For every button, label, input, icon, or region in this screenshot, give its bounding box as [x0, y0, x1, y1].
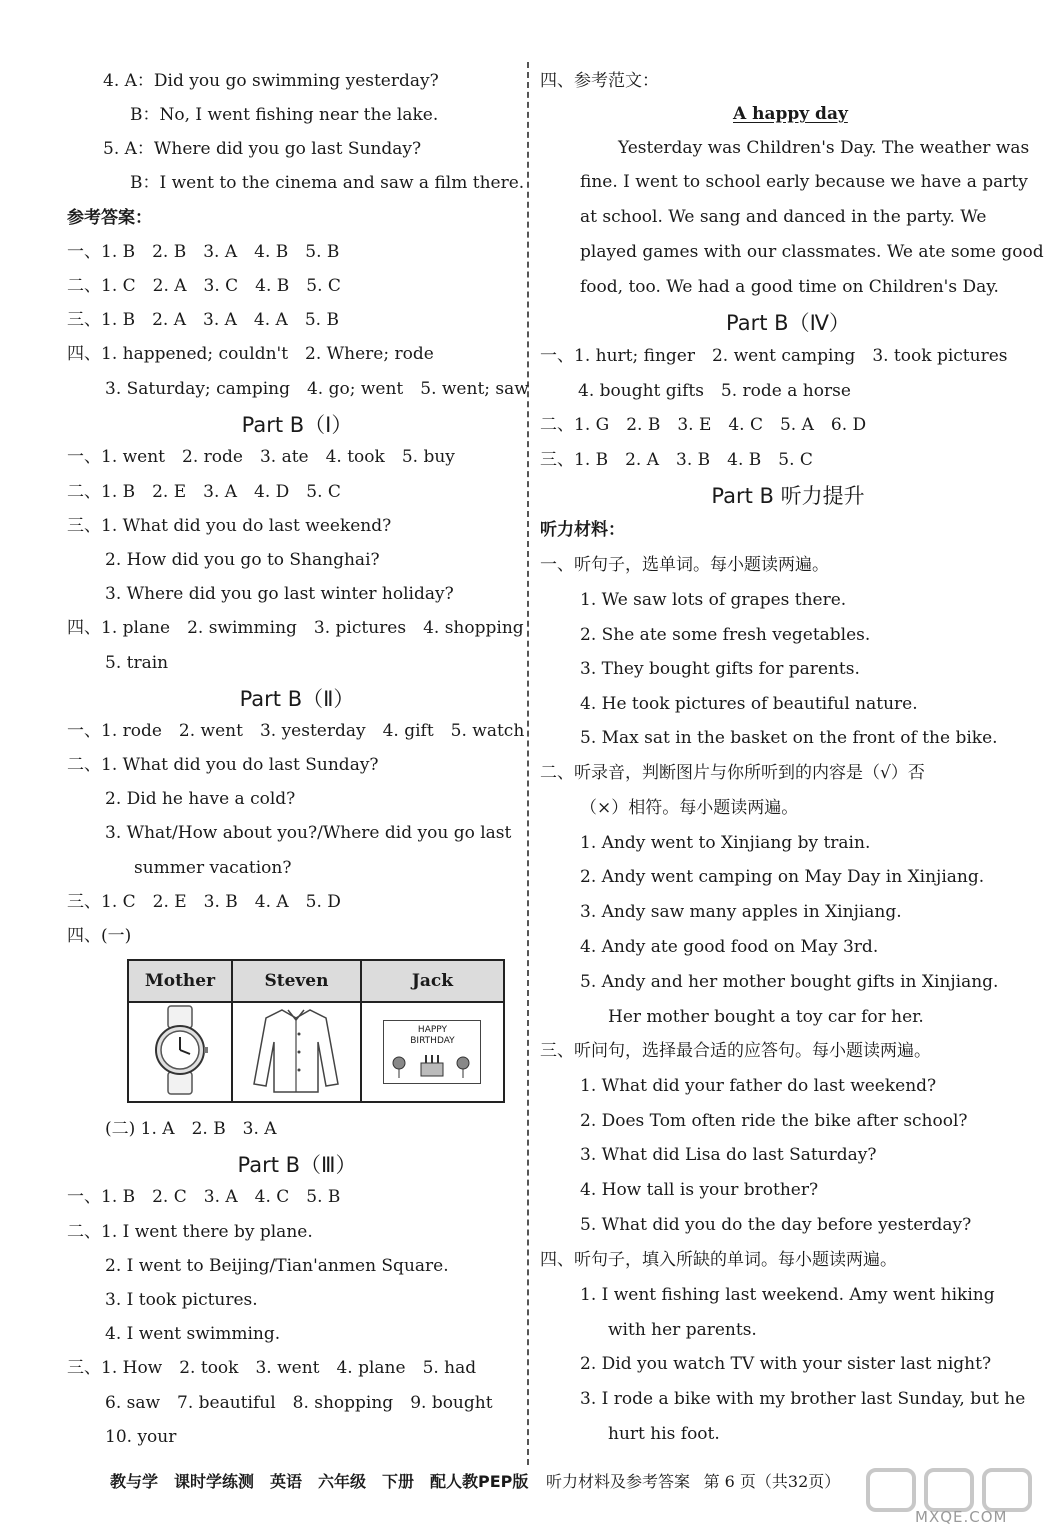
answer-line: 一、1. hurt; finger 2. went camping 3. took pictures	[540, 346, 1008, 366]
gift-table	[127, 959, 505, 1103]
dialog-line: 4. A：Did you go swimming yesterday?	[103, 71, 439, 91]
page-footer	[110, 1467, 840, 1497]
dialog-line: B：No, I went fishing near the lake.	[130, 105, 439, 125]
answer-line: 四、1. plane 2. swimming 3. pictures 4. shopping	[67, 618, 524, 638]
table-header-mother: Mother	[128, 960, 232, 1002]
listening-line: Her mother bought a toy car for her.	[608, 1007, 924, 1027]
answer-line: 一、1. B 2. C 3. A 4. C 5. B	[67, 1187, 341, 1207]
essay-line: at school. We sang and danced in the party. We	[580, 207, 987, 227]
card-cell	[361, 1002, 504, 1102]
answer-line: 四、(一)	[67, 926, 132, 946]
listening-line: 3. Andy saw many apples in Xinjiang.	[580, 902, 902, 922]
card-text-happy: HAPPY	[417, 1025, 448, 1035]
dialog-line: 5. A：Where did you go last Sunday?	[103, 139, 422, 159]
answer-line: 5. train	[105, 653, 169, 673]
answer-line: 6. saw 7. beautiful 8. shopping 9. bought	[105, 1393, 493, 1413]
listening-title: Part B 听力提升	[711, 484, 865, 508]
listening-heading-cont: （×）相符。每小题读两遍。	[580, 798, 799, 818]
answer-line: 三、1. B 2. A 3. A 4. A 5. B	[67, 310, 339, 330]
listening-line: 2. Did you watch TV with your sister last night?	[580, 1354, 992, 1374]
answer-line: 二、1. What did you do last Sunday?	[67, 755, 379, 775]
answer-line: 三、1. B 2. A 3. B 4. B 5. C	[540, 450, 813, 470]
answer-line: 10. your	[105, 1427, 177, 1447]
part-b-2-title: Part B（Ⅱ）	[239, 687, 355, 711]
answer-line: 三、1. How 2. took 3. went 4. plane 5. had	[67, 1358, 477, 1378]
table-header-jack: Jack	[361, 960, 504, 1002]
listening-line: 2. Andy went camping on May Day in Xinjiang.	[580, 867, 985, 887]
answer-line: 二、1. I went there by plane.	[67, 1222, 313, 1242]
listening-heading: 一、听句子，选单词。每小题读两遍。	[540, 555, 829, 575]
listening-line: 5. Max sat in the basket on the front of the bike.	[580, 728, 998, 748]
dialog-line: B：I went to the cinema and saw a film there.	[130, 173, 525, 193]
listening-line: 1. I went fishing last weekend. Amy went hiking	[580, 1285, 995, 1305]
listening-line: 4. He took pictures of beautiful nature.	[580, 694, 918, 714]
listening-line: 1. What did your father do last weekend?	[580, 1076, 937, 1096]
essay-title: A happy day	[733, 104, 848, 124]
listening-heading: 三、听问句，选择最合适的应答句。每小题读两遍。	[540, 1041, 931, 1061]
answer-line: 一、1. rode 2. went 3. yesterday 4. gift 5. watch	[67, 721, 525, 741]
essay-label: 四、参考范文：	[540, 71, 659, 91]
shirt-cell	[232, 1002, 361, 1102]
watermark-text: MXQE.COM	[915, 1508, 1008, 1526]
answer-line: 二、1. B 2. E 3. A 4. D 5. C	[67, 482, 341, 502]
listening-line: hurt his foot.	[608, 1424, 720, 1444]
listening-line: 1. We saw lots of grapes there.	[580, 590, 847, 610]
listening-heading: 二、听录音，判断图片与你所听到的内容是（√）否	[540, 763, 925, 783]
essay-line: fine. I went to school early because we have a party	[580, 172, 1028, 192]
listening-line: 4. Andy ate good food on May 3rd.	[580, 937, 879, 957]
answers-heading: 参考答案：	[67, 208, 152, 228]
answer-line: 3. I took pictures.	[105, 1290, 258, 1310]
essay-line: played games with our classmates. We ate some good	[580, 242, 1044, 262]
listening-line: 4. How tall is your brother?	[580, 1180, 819, 1200]
answer-line: 四、1. happened; couldn't 2. Where; rode	[67, 344, 434, 364]
watch-cell	[128, 1002, 232, 1102]
cake-icon	[387, 1049, 477, 1079]
part-b-4-title: Part B（Ⅳ）	[726, 311, 850, 335]
footer-page-number: 第 6 页（共32页）	[703, 1472, 841, 1491]
listening-line: 2. Does Tom often ride the bike after school?	[580, 1111, 968, 1131]
answer-line: 2. Did he have a cold?	[105, 789, 296, 809]
part-b-3-title: Part B（Ⅲ）	[237, 1153, 357, 1177]
answer-line: 一、1. B 2. B 3. A 4. B 5. B	[67, 242, 340, 262]
listening-line: 3. What did Lisa do last Saturday?	[580, 1145, 877, 1165]
essay-line: Yesterday was Children's Day. The weather was	[618, 138, 1030, 158]
part-b-1-title: Part B（Ⅰ）	[241, 413, 353, 437]
answer-line: 三、1. C 2. E 3. B 4. A 5. D	[67, 892, 341, 912]
answer-line: 二、1. C 2. A 3. C 4. B 5. C	[67, 276, 341, 296]
answer-line: 3. What/How about you?/Where did you go last	[105, 823, 512, 843]
listening-line: 5. What did you do the day before yesterday?	[580, 1215, 972, 1235]
answer-line: 二、1. G 2. B 3. E 4. C 5. A 6. D	[540, 415, 867, 435]
answer-line: 一、1. went 2. rode 3. ate 4. took 5. buy	[67, 447, 455, 467]
listening-line: with her parents.	[608, 1320, 757, 1340]
answer-line: 3. Saturday; camping 4. go; went 5. went; saw	[105, 379, 529, 399]
table-header-steven: Steven	[232, 960, 361, 1002]
essay-line: food, too. We had a good time on Children's Day.	[580, 277, 999, 297]
answer-line: 3. Where did you go last winter holiday?	[105, 584, 454, 604]
listening-line: 5. Andy and her mother bought gifts in Xinjiang.	[580, 972, 999, 992]
listening-heading: 四、听句子，填入所缺的单词。每小题读两遍。	[540, 1250, 897, 1270]
listening-line: 3. I rode a bike with my brother last Sunday, but he	[580, 1389, 1026, 1409]
answer-line: 4. bought gifts 5. rode a horse	[578, 381, 851, 401]
footer-brand: 教与学 课时学练测 英语 六年级 下册 配人教PEP版	[110, 1472, 529, 1491]
birthday-card	[383, 1020, 481, 1084]
card-text-birthday: BIRTHDAY	[410, 1036, 455, 1046]
answer-line: (二) 1. A 2. B 3. A	[105, 1119, 277, 1139]
answer-line: 4. I went swimming.	[105, 1324, 281, 1344]
listening-line: 1. Andy went to Xinjiang by train.	[580, 833, 871, 853]
answer-line: summer vacation?	[134, 858, 292, 878]
right-column	[528, 0, 1044, 1536]
answer-line: 2. How did you go to Shanghai?	[105, 550, 380, 570]
shirt-icon	[252, 1004, 340, 1096]
answer-line: 三、1. What did you do last weekend?	[67, 516, 392, 536]
answer-line: 2. I went to Beijing/Tian'anmen Square.	[105, 1256, 449, 1276]
listening-line: 3. They bought gifts for parents.	[580, 659, 860, 679]
material-label: 听力材料：	[540, 520, 625, 540]
footer-section: 听力材料及参考答案	[545, 1472, 690, 1491]
listening-line: 2. She ate some fresh vegetables.	[580, 625, 871, 645]
watch-icon	[150, 1004, 210, 1096]
